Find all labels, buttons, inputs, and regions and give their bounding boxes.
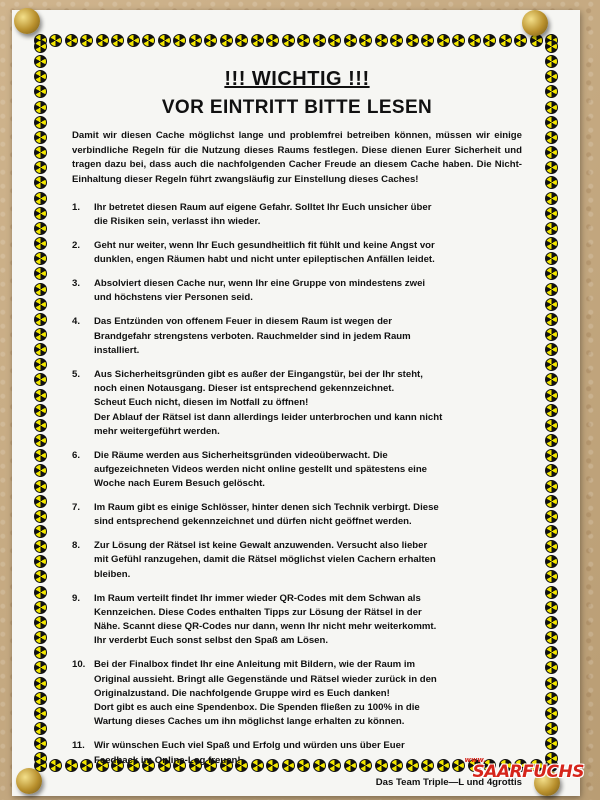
radiation-icon: [545, 192, 558, 205]
radiation-icon: [34, 586, 47, 599]
rule-text-line: Brandgefahr strengstens verboten. Rauchmelder sind in jedem Raum: [94, 330, 411, 342]
radiation-icon: [514, 34, 527, 47]
radiation-icon: [34, 222, 47, 235]
radiation-icon: [96, 34, 109, 47]
radiation-icon: [34, 601, 47, 614]
radiation-icon: [545, 419, 558, 432]
rule-text-line: Originalzustand. Die nachfolgende Gruppe wird es Euch danken!: [94, 687, 390, 699]
rule-item: [72, 201, 522, 230]
rule-text-line: installiert.: [94, 344, 140, 356]
radiation-icon: [468, 34, 481, 47]
radiation-icon: [545, 283, 558, 296]
rule-number: 9.: [72, 592, 81, 604]
radiation-icon: [34, 358, 47, 371]
radiation-border-left: [34, 40, 47, 766]
rule-text-line: Wartung dieses Caches um ihn möglichst lange erhalten zu können.: [94, 716, 405, 728]
rule-item: [72, 658, 522, 729]
rule-text-line: Scheut Euch nicht, diesen im Notfall zu öffnen!: [94, 397, 309, 409]
radiation-icon: [545, 404, 558, 417]
radiation-icon: [34, 752, 47, 765]
notice-content: [72, 68, 522, 788]
radiation-icon: [34, 677, 47, 690]
rule-text-line: mit Gefühl ranzugehen, damit die Rätsel möglichst vielen Cachern erhalten: [94, 554, 436, 566]
rule-text-line: Original aussieht. Bringt alle Gegenstände und Rätsel wieder zurück in den: [94, 673, 437, 685]
rule-text-line: Die Räume werden aus Sicherheitsgründen videoüberwacht. Die: [94, 449, 388, 461]
notice-paper: [12, 10, 580, 796]
signature: Das Team Triple—L und 4grottis: [375, 777, 522, 789]
pushpin-icon: [522, 10, 548, 36]
radiation-icon: [34, 101, 47, 114]
radiation-icon: [34, 646, 47, 659]
radiation-icon: [545, 510, 558, 523]
radiation-icon: [499, 34, 512, 47]
radiation-icon: [545, 434, 558, 447]
radiation-icon: [34, 707, 47, 720]
radiation-icon: [545, 389, 558, 402]
radiation-icon: [34, 631, 47, 644]
radiation-icon: [220, 34, 233, 47]
radiation-icon: [49, 759, 62, 772]
radiation-icon: [390, 34, 403, 47]
rule-item: [72, 368, 522, 439]
rule-text-line: Das Entzünden von offenem Feuer in diesem Raum ist wegen der: [94, 316, 392, 328]
rule-text-line: dunklen, engen Räumen habt und nicht unter epileptischen Anfällen leidet.: [94, 254, 435, 266]
rule-text-line: Aus Sicherheitsgründen gibt es außer der Eingangstür, bei der Ihr steht,: [94, 368, 423, 380]
radiation-icon: [34, 343, 47, 356]
radiation-icon: [34, 404, 47, 417]
pushpin-icon: [14, 8, 40, 34]
rule-text-line: noch einen Notausgang. Dieser ist entsprechend gekennzeichnet.: [94, 382, 395, 394]
rule-text-line: Kennzeichen. Diese Codes enthalten Tipps zur Lösung der Rätsel in der: [94, 606, 422, 618]
radiation-icon: [545, 616, 558, 629]
rule-text-line: Dort gibt es auch eine Spendenbox. Die Spenden fließen zu 100% in die: [94, 702, 420, 714]
radiation-icon: [158, 34, 171, 47]
radiation-icon: [34, 373, 47, 386]
rule-number: 5.: [72, 368, 81, 380]
radiation-icon: [483, 34, 496, 47]
radiation-icon: [545, 601, 558, 614]
rule-item: [72, 449, 522, 492]
radiation-icon: [313, 34, 326, 47]
radiation-icon: [34, 449, 47, 462]
watermark-prefix: www.: [464, 756, 487, 764]
radiation-border-right: [545, 40, 558, 766]
rule-number: 2.: [72, 240, 81, 252]
rule-number: 4.: [72, 316, 81, 328]
radiation-icon: [34, 616, 47, 629]
radiation-icon: [452, 34, 465, 47]
radiation-icon: [34, 722, 47, 735]
radiation-icon: [34, 146, 47, 159]
rule-item: [72, 501, 522, 530]
radiation-icon: [421, 34, 434, 47]
radiation-icon: [34, 55, 47, 68]
rule-text-line: Der Ablauf der Rätsel ist dann allerdings leider unterbrochen und kann nicht: [94, 411, 443, 423]
radiation-icon: [545, 101, 558, 114]
radiation-icon: [34, 570, 47, 583]
radiation-icon: [545, 631, 558, 644]
radiation-icon: [34, 237, 47, 250]
rule-text-line: Geht nur weiter, wenn Ihr Euch gesundheitlich fit fühlt und keine Angst vor: [94, 240, 435, 252]
radiation-icon: [545, 495, 558, 508]
rule-text-line: Absolviert diesen Cache nur, wenn Ihr eine Gruppe von mindestens zwei: [94, 278, 426, 290]
radiation-icon: [34, 298, 47, 311]
rule-number: 7.: [72, 502, 81, 514]
rule-text-line: Nähe. Scannt diese QR-Codes nur dann, wenn Ihr nicht mehr weiterkommt.: [94, 621, 437, 633]
radiation-icon: [235, 34, 248, 47]
radiation-icon: [34, 692, 47, 705]
notice-intro: Damit wir diesen Cache möglichst lange und problemfrei betreiben können, müssen wir einige verbindliche Regeln für die Nutzung dieses Raums festlegen. Diese dienen Eurer Sicherheit und tragen dazu bei, dass auch die nachfolgenden Cacher Freude an diesem Cache haben. Die Nicht-Einhaltung dieser Regeln führt zwangsläufig zur Einstellung dieses Caches!: [72, 130, 522, 185]
radiation-icon: [127, 34, 140, 47]
radiation-icon: [545, 343, 558, 356]
rule-text-line: aufgezeichneten Videos werden nicht online gestellt und spätestens eine: [94, 463, 428, 475]
radiation-icon: [34, 495, 47, 508]
radiation-icon: [111, 34, 124, 47]
radiation-icon: [545, 570, 558, 583]
rule-number: 1.: [72, 202, 81, 213]
notice-subtitle: VOR EINTRITT BITTE LESEN: [161, 97, 433, 118]
radiation-icon: [282, 34, 295, 47]
rule-text-line: und höchstens vier Personen seid.: [94, 292, 253, 304]
radiation-icon: [34, 283, 47, 296]
radiation-icon: [545, 707, 558, 720]
radiation-icon: [375, 34, 388, 47]
radiation-icon: [545, 449, 558, 462]
radiation-icon: [545, 722, 558, 735]
radiation-border-top: [34, 34, 558, 47]
radiation-icon: [34, 116, 47, 129]
rule-number: 6.: [72, 449, 81, 461]
rule-item: [72, 315, 522, 358]
rule-number: 11.: [72, 740, 85, 752]
radiation-icon: [142, 34, 155, 47]
radiation-icon: [34, 70, 47, 83]
radiation-icon: [34, 525, 47, 538]
radiation-icon: [545, 85, 558, 98]
rule-text-line: sind entsprechend gekennzeichnet und dürfen nicht geöffnet werden.: [94, 516, 412, 528]
rule-number: 8.: [72, 540, 81, 552]
rules-list: [72, 201, 522, 768]
radiation-icon: [545, 70, 558, 83]
notice-title: !!! WICHTIG !!!: [224, 68, 370, 90]
radiation-icon: [545, 55, 558, 68]
rule-text-line: Ihr betretet diesen Raum auf eigene Gefahr. Solltet Ihr Euch unsicher über: [94, 202, 432, 213]
radiation-icon: [545, 146, 558, 159]
radiation-icon: [34, 328, 47, 341]
radiation-icon: [34, 464, 47, 477]
radiation-icon: [545, 692, 558, 705]
radiation-icon: [344, 34, 357, 47]
radiation-icon: [34, 161, 47, 174]
radiation-icon: [545, 116, 558, 129]
watermark-brand: SAARFUCHS: [472, 762, 584, 782]
radiation-icon: [297, 34, 310, 47]
radiation-icon: [545, 313, 558, 326]
radiation-icon: [545, 555, 558, 568]
radiation-icon: [34, 737, 47, 750]
radiation-icon: [34, 85, 47, 98]
radiation-icon: [545, 252, 558, 265]
rule-text-line: Feedback im Online-Log freuen!: [94, 754, 241, 766]
radiation-icon: [545, 298, 558, 311]
radiation-icon: [328, 34, 341, 47]
radiation-icon: [545, 677, 558, 690]
rule-text-line: Zur Lösung der Rätsel ist keine Gewalt anzuwenden. Versucht also lieber: [94, 540, 428, 552]
radiation-icon: [34, 192, 47, 205]
radiation-icon: [545, 646, 558, 659]
radiation-icon: [34, 176, 47, 189]
radiation-icon: [545, 176, 558, 189]
rule-text-line: Bei der Finalbox findet Ihr eine Anleitung mit Bildern, wie der Raum im: [94, 659, 416, 671]
radiation-icon: [34, 480, 47, 493]
radiation-icon: [34, 207, 47, 220]
radiation-icon: [34, 510, 47, 523]
radiation-icon: [34, 419, 47, 432]
pushpin-icon: [16, 768, 42, 794]
radiation-icon: [545, 328, 558, 341]
radiation-icon: [65, 34, 78, 47]
radiation-icon: [34, 661, 47, 674]
radiation-icon: [34, 131, 47, 144]
radiation-icon: [34, 40, 47, 53]
radiation-icon: [80, 34, 93, 47]
rule-text-line: mehr weitergeführt werden.: [94, 425, 220, 437]
rule-number: 10.: [72, 659, 86, 671]
radiation-icon: [545, 464, 558, 477]
radiation-icon: [173, 34, 186, 47]
rule-text-line: Wir wünschen Euch viel Spaß und Erfolg und würden uns über Euer: [94, 740, 405, 752]
radiation-icon: [545, 267, 558, 280]
rule-item: [72, 239, 522, 268]
radiation-icon: [545, 737, 558, 750]
rule-text-line: die Risiken sein, verlasst ihn wieder.: [94, 216, 261, 228]
radiation-icon: [545, 358, 558, 371]
radiation-icon: [34, 267, 47, 280]
radiation-icon: [189, 34, 202, 47]
radiation-icon: [359, 34, 372, 47]
rule-item: [72, 539, 522, 582]
rule-number: 3.: [72, 278, 81, 290]
radiation-icon: [34, 313, 47, 326]
radiation-icon: [49, 34, 62, 47]
radiation-icon: [545, 237, 558, 250]
radiation-icon: [545, 525, 558, 538]
rule-item: [72, 277, 522, 306]
radiation-icon: [545, 222, 558, 235]
radiation-icon: [437, 34, 450, 47]
rule-text-line: bleiben.: [94, 568, 131, 580]
radiation-icon: [545, 661, 558, 674]
rule-text-line: Im Raum verteilt findet Ihr immer wieder QR-Codes mit dem Schwan als: [94, 592, 421, 604]
radiation-icon: [406, 34, 419, 47]
saarfuchs-watermark: [464, 756, 584, 782]
rule-text-line: Im Raum gibt es einige Schlösser, hinter denen sich Technik verbirgt. Diese: [94, 502, 439, 514]
radiation-icon: [545, 161, 558, 174]
radiation-icon: [545, 207, 558, 220]
radiation-icon: [266, 34, 279, 47]
radiation-icon: [204, 34, 217, 47]
radiation-icon: [34, 252, 47, 265]
rule-item: [72, 739, 522, 768]
radiation-icon: [545, 480, 558, 493]
radiation-icon: [34, 389, 47, 402]
radiation-icon: [34, 434, 47, 447]
radiation-icon: [545, 540, 558, 553]
radiation-icon: [545, 373, 558, 386]
rule-text-line: Woche nach Eurem Besuch gelöscht.: [94, 478, 265, 490]
radiation-icon: [34, 555, 47, 568]
rule-item: [72, 592, 522, 649]
rule-text-line: Ihr verderbt Euch sonst selbst den Spaß am Lösen.: [94, 635, 329, 647]
radiation-icon: [545, 131, 558, 144]
radiation-icon: [251, 34, 264, 47]
radiation-icon: [545, 40, 558, 53]
radiation-icon: [545, 586, 558, 599]
radiation-icon: [34, 540, 47, 553]
